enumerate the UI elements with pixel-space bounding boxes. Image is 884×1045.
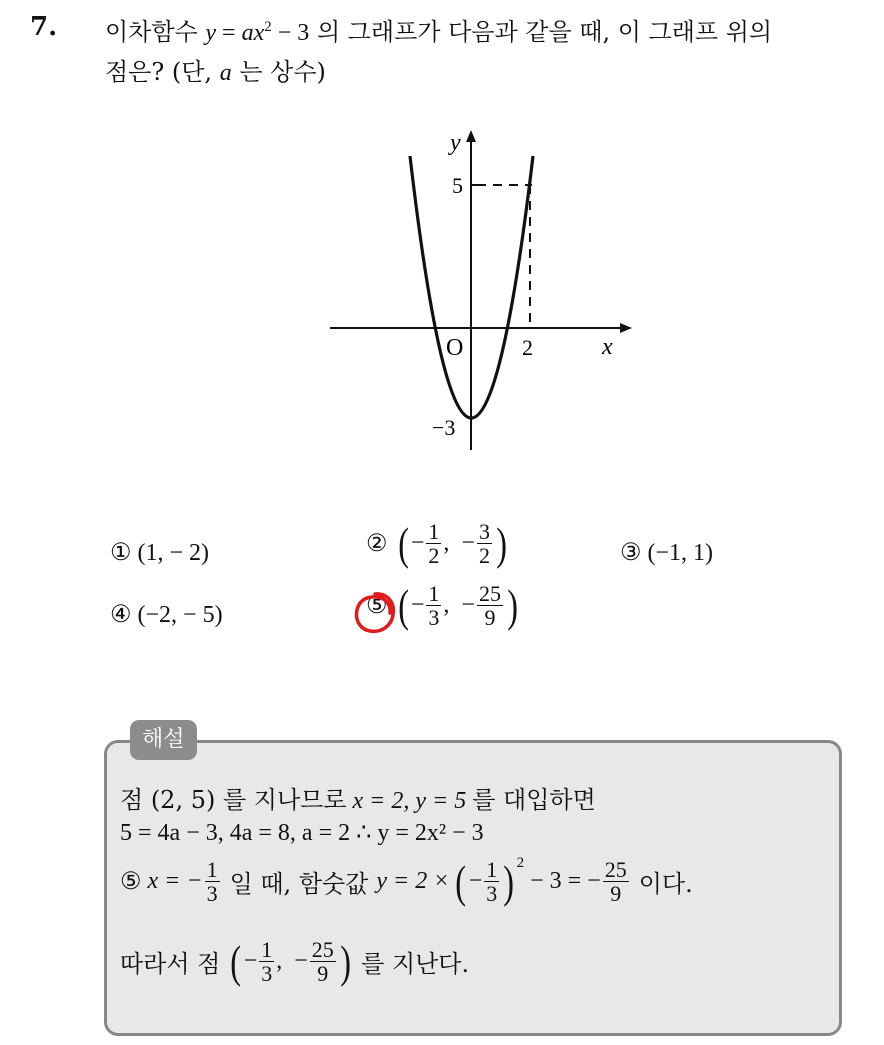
choice-2[interactable]: ② ( − $\frac{1}{2}$ , − $\frac{3}{2}$ )	[366, 517, 507, 569]
solution-line4-frac-1: $\frac{1}{3}$	[261, 937, 273, 987]
choice-2-frac-1: $\frac{1}{2}$	[428, 519, 440, 569]
y-tick-label-neg3: −3	[432, 415, 456, 440]
y-axis-label: y	[450, 130, 461, 156]
choice-1[interactable]: ① (1, − 2)	[110, 540, 210, 566]
selected-answer-circle	[350, 588, 400, 638]
x-axis-arrow	[620, 323, 632, 333]
question-number: 7.	[30, 12, 58, 42]
x-axis-label: x	[602, 334, 613, 360]
solution-line-4: 따라서 점 ( − $\frac{1}{3}$ , − $\frac{25}{9}$ ) 를 지난다.	[120, 935, 470, 987]
choice-5[interactable]: ⑤ ( − $\frac{1}{3}$ , − $\frac{25}{9}$ )	[366, 579, 518, 631]
question-line-1: 이차함수 $y = ax^2 - 3$ 의 그래프가 다음과 같을 때, 이 그래프 위의	[105, 18, 773, 46]
parabola-graph	[320, 120, 650, 460]
solution-line-3: ⑤ x = − $\frac{1}{3}$ 일 때, 함숫값 y = 2 × ( − $\frac{1}{3}$ ) $^2$ − 3 = − $\frac{25}{9}$ 이다.	[120, 855, 693, 907]
x-tick-label-2: 2	[522, 335, 533, 360]
y-tick-label-5: 5	[452, 173, 463, 198]
solution-line-2: 5 = 4a − 3, 4a = 8, a = 2 ∴ y = 2x² − 3	[120, 820, 484, 846]
question-line-2: 점은? (단, a 는 상수)	[105, 58, 326, 86]
solution-line3-frac-1: $\frac{1}{3}$	[206, 857, 218, 907]
choice-5-frac-2: $\frac{25}{9}$	[478, 581, 501, 631]
origin-label: O	[446, 335, 464, 361]
solution-tag: 해설	[130, 720, 197, 760]
solution-line3-frac-inner: $\frac{1}{3}$	[486, 857, 498, 907]
solution-line4-frac-2: $\frac{25}{9}$	[311, 937, 334, 987]
choice-2-frac-2: $\frac{3}{2}$	[478, 519, 490, 569]
solution-line3-frac-2: $\frac{25}{9}$	[604, 857, 627, 907]
choice-5-frac-1: $\frac{1}{3}$	[428, 581, 440, 631]
red-circle-stroke	[357, 594, 394, 631]
solution-line-1: 점 (2, 5) 를 지나므로 x = 2, y = 5 를 대입하면	[120, 786, 596, 814]
choice-4[interactable]: ④ (−2, − 5)	[110, 602, 223, 628]
y-axis-arrow	[466, 130, 476, 142]
choice-3[interactable]: ③ (−1, 1)	[620, 540, 714, 566]
